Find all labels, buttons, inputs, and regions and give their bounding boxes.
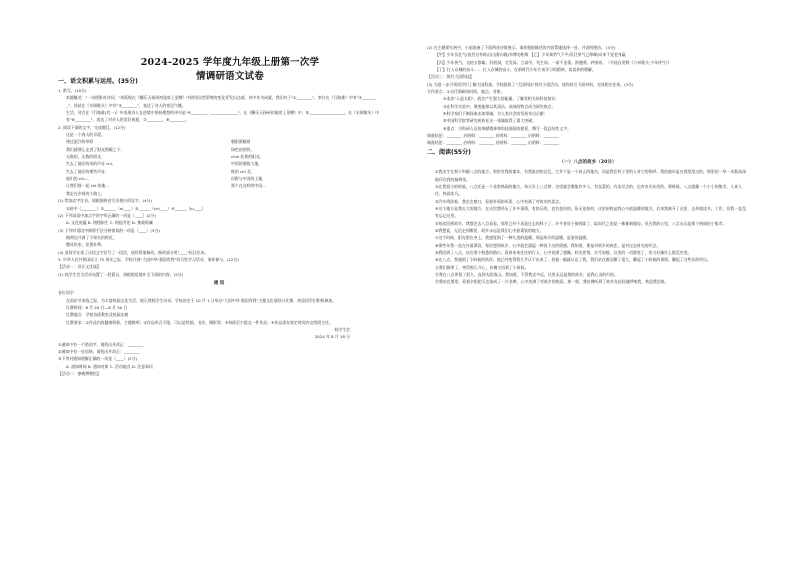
passage-line: 我走在乡间的小路上， xyxy=(66,190,105,196)
poem-right: 绿色的田野, xyxy=(231,146,252,152)
poem-right: 田野与中国的土地, xyxy=(231,176,264,182)
notice-line: 在国庆节来临之际，为丰富校园文化生活，展示我校学生风采，学校决定于 10 月 1 日举办"大国中华·强国有我"主题文化墙设计比赛，欢迎同学们积极参加。 xyxy=(66,297,337,303)
notice-title: 通 知 xyxy=(213,280,225,286)
notice-signature: 校学生会 xyxy=(334,327,350,332)
answer-options: A. 通知时间 B. 通知对象 C. 活动地点 D. 注意事项 xyxy=(66,363,153,369)
writing-point: 写作要点：①交代调研的时间、地点、对象； xyxy=(427,89,505,95)
poem-left: 失去了他们的风的声音 chi, xyxy=(66,161,114,167)
poem-excerpt: 【丁】打入京城的奋斗…… 打入京城的奋斗，在新时代少年应该学习的精神，谈谈你的理解。 xyxy=(435,67,596,73)
right-column xyxy=(427,44,749,544)
notice-line: 各位同学： xyxy=(58,290,78,296)
answer-line: 调查结论：________ 启明料：________ 启明料：________ 启明料：________ xyxy=(427,133,560,139)
reading-paragraph: ⑪我们都笑了，笑得那么开心，仿佛又回到了小时候。 xyxy=(435,264,529,270)
reading-paragraph: ②在我很小的时候，八点还是一个非常热闹的地方。每天早上八点钟，这里就会聚集许多人，有卖菜的，有卖早点的，也有来买东西的。那时候，八点就像一个小小的集市，人来人往，热闹非凡。 xyxy=(435,183,742,197)
reading-paragraph: ⑫我在八点停留了很久，直到太阳落山。我知道，不管我走多远，这里永远是我的故乡，是我心灵的归宿。 xyxy=(435,271,618,277)
poem-right: 那个在这样的中国... xyxy=(231,183,266,189)
poem-row xyxy=(58,160,380,167)
reading-paragraph: ⑧那些年我一直在外面漂泊，每次想到故乡，心中就会涌起一种说不出的情感。我知道，那是对故乡的眷恋，是对过去时光的怀念。 xyxy=(435,242,661,248)
sub-question: ①暗中（________）②______（ni____）③______（chi____）④______（ju____） xyxy=(66,205,206,211)
question-text: (3) 为进一步引领同学们了解大国科技，学校组织了"大国科技"探究小组活动，请你结合下面材料，完成相应任务。(3分) xyxy=(427,81,634,87)
poem-left: 让我们那一起 chi 的地... xyxy=(66,183,109,189)
passage-line: 路两边开满了不知名的野花， xyxy=(66,234,117,240)
poem-row xyxy=(58,168,380,175)
poem-row xyxy=(58,146,380,153)
poem-left: 他们的 chi..., xyxy=(66,176,90,182)
question-1-label: 1. 默写。(10分) xyxy=(58,88,87,93)
reading-paragraph: ⑤每次回到故乡，我都会去八点看看。那里已经不再是过去的样子了，许多老房子被拆除了，取而代之的是一栋栋新楼房。但在我的心里，八点永远是那个热闹的小集市。 xyxy=(435,220,727,226)
reading-paragraph: ⑥我想说，无论走到哪里，故乡永远是我们心中最柔软的地方。 xyxy=(435,227,544,233)
question-text: (2) 在主题探究展中，小丽准备了下面两首诗歌展示，请你根据描述的内容帮她选择一首，并说明理由。 (3分) xyxy=(427,45,616,50)
reading-paragraph: ④这个地方是我长大的地方，在这里我经历了许多事情，有快乐的，也有悲伤的。但无论如何，这里始终是我心中最温暖的地方。后来我离开了这里，去外地读书、工作，但我一直没有忘记这里。 xyxy=(435,205,746,219)
notice-date: 2024 年 8 月 18 日 xyxy=(314,334,350,340)
poem-row xyxy=(58,175,380,182)
activity-heading: 【活动一：设计文化墙】 xyxy=(58,264,101,270)
activity-heading: 【活动二：参观博物馆】 xyxy=(58,371,101,377)
reading-paragraph: ⑨我回到了八点，站在那个熟悉的路口，看着来来往往的行人，心中充满了感慨。时光荏苒，岁月如梭，这里的一切都变了，但又好像什么都没有变。 xyxy=(435,249,692,255)
poem-right: 朝阳照耀着 xyxy=(231,139,251,145)
poem-excerpt: 【丙】少年侠气，交结五都雄。肝胆洞，毛发耸。立谈中，死生同。一诺千金重。推翘勇，矜豪纵。（节选自贺铸《六州歌头·少年侠气》） xyxy=(435,59,672,65)
reading-paragraph: ⑩在八点，我遇到了小时候的伙伴。他已经变得我几乎认不出来了，但他一眼就认出了我。我们站在路边聊了很久，聊起了小时候的事情，聊起了这些年的经历。 xyxy=(435,257,711,263)
reading-paragraph: ⑦这个时候，阳光照在身上，我感觉到了一种久违的温暖。那是故乡的温暖，是家的温暖。 xyxy=(435,235,591,241)
notice-line: 比赛时间：8 月 20 日—8 月 30 日 xyxy=(66,304,128,310)
writing-point: ②本次"人造太阳"，就会产生强大的能量，了解其相关的科技知识； xyxy=(443,96,560,102)
answer-line: 调查结论：________ 启明料：________ 启明料：________ 启明料：________ xyxy=(427,140,560,146)
question-1-text: 生活，诗含在《行路难(其一)》中表现诗人在逆境中坚持理想的诗句是"④________，______________"。在《酬乐天扬州初逢席上见赠》中，⑤__________________。在《水调歌头》中有"⑥________"，表达了对亲人的美好祝愿，⑦________，⑧________。 xyxy=(66,110,380,123)
writing-point: ⑥重点：为科研人员的奉献精神和科技强国的愿景，撰写一段总结性文字。 xyxy=(443,125,571,131)
reading-paragraph: ①我出生在那个叫做八点的地方。那里有我的童年，有我最初的记忆。它并不是一个真正的地名，而是我们村子里的人对它的称呼。我的童年是在那里度过的，那里的一草一木都深深地印在我的脑海里。 xyxy=(435,169,746,182)
notice-line: 比赛地点：学校各班教室及校园走廊 xyxy=(66,312,129,318)
poem-excerpt: 【甲】少年负壮气/奋烈自有时/因击鲁勾践/争博勿相欺 【乙】少年乘势气不平/负壮豪气已峥嵘/向来不觉老身赢 xyxy=(435,52,626,58)
writing-point: ④科学家们不断探索未知领域，为人类社会的发展作出贡献； xyxy=(443,111,548,117)
question-1-text: 本题概述："一诗照影有诗词，"刘禹锡在《酬乐天扬州初逢席上见赠》中借用自然景物的变化抒发出达观，诗中作为成就，我们对于"①________"，李白在《行路难》中有"②________"，苏轼在《水调歌头》中有"③________"，表达了诗人的豪迈气概。 xyxy=(66,95,376,108)
writing-point: ③在科学实验中，聚变能源以其清洁、高效的特点成为研究热点； xyxy=(443,103,556,109)
sub-question: (2) 下列词语中加点字的字形正确的一项是（____）(2分) xyxy=(58,212,156,218)
writing-point: ⑤中国科学院等研究机构在这一领域取得了重大突破； xyxy=(443,118,536,124)
left-column xyxy=(58,76,380,516)
sub-question: ②通知中有一处语病，请找出并改正：________ xyxy=(58,349,140,355)
question-2-label: 2. 阅读下面的文字，完成题目。(12分) xyxy=(58,124,126,130)
reading-paragraph: ⑬我站在那里，看着夕阳把天边染成了一片金黄，心中充满了对故乡的热爱。那一刻，我仿佛听到了故乡在轻轻地呼唤我，欢迎我回家。 xyxy=(435,279,669,285)
poem-left: 无数的，无数的阳光, xyxy=(66,154,103,160)
poem-right: 中国的道路大地, xyxy=(231,161,260,167)
sub-question: (3) 下列对语段中修辞手法分析错误的一项是（____）(3分) xyxy=(58,227,160,233)
sub-question: ①通知中有一个错别字，请找出并改正：________ xyxy=(58,341,144,347)
passage-line: 微风吹来，花香扑鼻。 xyxy=(66,242,105,248)
poem-left: 透过泥泞的草原 xyxy=(66,139,94,145)
sub-question: (1) 校学生会为活动布置了一段倡议，请根据语境补全下面的内容。(5分) xyxy=(58,271,184,277)
section-heading: 二、阅读(55分) xyxy=(427,148,471,156)
answer-options: A. 文化底蕴 B. 栩栩如生 C. 相提并论 D. 推波助澜 xyxy=(66,220,153,226)
activity-heading: 【活动三：探究大国科技】 xyxy=(427,74,474,80)
sub-question: (4) 某同学在读了这段文字后写了一段话，请你帮他修改，修改部分用"____"标注出来。 xyxy=(58,249,209,255)
poem-right: 秋的 chi 北, xyxy=(231,168,253,174)
poem-left: 失去了他们的那些声音, xyxy=(66,168,107,174)
question-3-label: 3. 中华人民共和国成立 75 周年之际，学校开展"大国中华·强国有我"综合性学习活动，请你参与。(12分) xyxy=(58,256,239,262)
poem-row xyxy=(58,182,380,189)
exam-title: 2024-2025 学年度九年级上册第一次学情调研语文试卷 xyxy=(140,57,320,82)
poem-row xyxy=(58,138,380,145)
notice-line: 比赛要求：①作品内容健康积极，主题鲜明；②作品形式不限，可以是绘画、书法、摄影等；③每班至少提交一件作品；④作品需在规定时间内交给班主任。 xyxy=(66,319,333,325)
section-heading: 一、语文积累与运用。(35分) xyxy=(58,78,138,85)
poem-left: 我们就那么走进了阳光照耀之下, xyxy=(66,146,122,152)
sub-question: (1) 给加点字注音，请根据拼音写出相应的汉字。(4分) xyxy=(58,198,152,204)
passage-line: 这是一个春天的早晨。 xyxy=(66,132,105,138)
sub-question: ③下列对通知理解正确的一项是（____）(2分) xyxy=(58,356,138,362)
poem-right: chin 托着的阳光, xyxy=(231,154,262,160)
reading-paragraph: ③汽车鸣笛着，我坐在窗口，看着外面的风景，心中充满了对故乡的思念。 xyxy=(435,198,563,204)
reading-title: （一）八点的故乡（20分） xyxy=(559,159,617,165)
poem-row xyxy=(58,153,380,160)
